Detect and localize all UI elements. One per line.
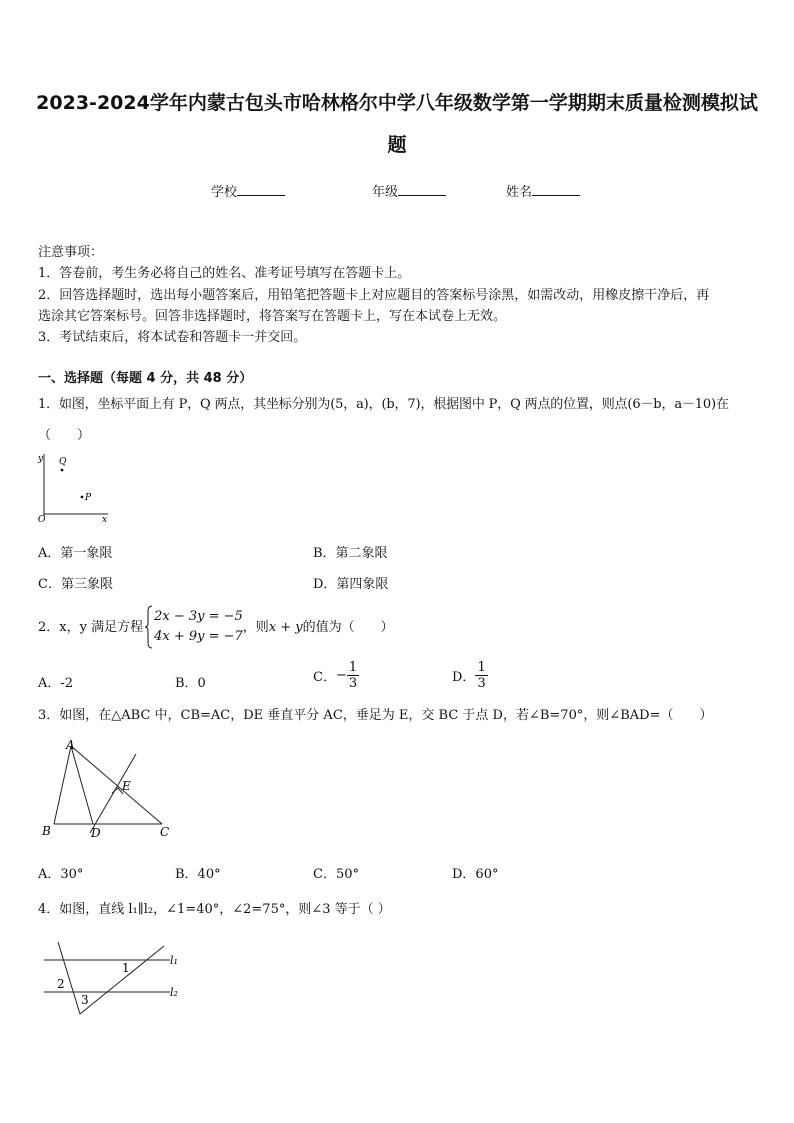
segment-ab	[54, 746, 71, 824]
notice-item-2: 2．回答选择题时，选出每小题答案后，用铅笔把答题卡上对应题目的答案标号涂黑，如需改动，用橡皮擦干净后，再	[38, 288, 710, 303]
perpendicular-bisector-de	[90, 754, 136, 833]
question-2-option-a: A．-2	[38, 676, 74, 691]
question-2-option-c	[313, 660, 359, 691]
question-1-option-d: D．第四象限	[313, 577, 389, 592]
segment-ac	[71, 746, 162, 824]
angle-2-label: 2	[57, 977, 65, 991]
y-axis-label: y	[38, 454, 44, 464]
notice-item-2-continued: 选涂其它答案标号。回答非选择题时，将答案写在答题卡上，写在本试卷上无效。	[38, 309, 507, 324]
school-field	[211, 181, 285, 200]
line-l2-label: l₂	[170, 986, 178, 999]
question-1-option-a: A．第一象限	[38, 546, 113, 561]
notice-item-1: 1．答卷前，考生务必将自己的姓名、准考证号填写在答题卡上。	[38, 266, 411, 281]
question-3-option-b: B．40°	[175, 867, 221, 882]
question-2-expr: x + y	[268, 619, 303, 635]
option-c-fraction	[347, 660, 359, 691]
question-1-option-c: C．第三象限	[38, 577, 113, 592]
point-q-label: Q	[59, 457, 67, 467]
name-label: 姓名	[506, 185, 533, 200]
question-2-option-d	[452, 660, 488, 691]
page-title-continued: 题	[387, 134, 407, 156]
option-d-denominator: 3	[477, 676, 486, 691]
segment-ad	[71, 746, 93, 824]
school-blank	[237, 183, 285, 196]
angle-1-label: 1	[122, 961, 130, 975]
name-field	[506, 181, 580, 200]
option-c-denominator: 3	[348, 676, 358, 691]
question-1-paren: （ ）	[38, 428, 91, 443]
point-q	[61, 469, 64, 472]
notice-heading: 注意事项：	[38, 245, 104, 260]
question-4-figure	[38, 938, 188, 1024]
equation-1: 2x − 3y = −5	[154, 609, 243, 624]
option-d-numerator: 1	[477, 660, 486, 675]
equation-system	[154, 607, 243, 647]
grade-blank	[398, 183, 446, 196]
notice-item-3: 3．考试结束后，将本试卷和答题卡一并交回。	[38, 330, 307, 345]
page-title: 2023-2024学年内蒙古包头市哈林格尔中学八年级数学第一学期期末质量检测模拟试	[36, 92, 758, 114]
transversal-right	[80, 946, 164, 1014]
x-axis-label: x	[102, 515, 108, 525]
option-d-label: D．	[452, 670, 476, 685]
grade-label: 年级	[372, 185, 399, 200]
option-c-numerator: 1	[348, 660, 358, 675]
question-2-prefix: 2．x，y 满足方程	[38, 619, 144, 635]
point-p	[81, 496, 84, 499]
line-l1-label: l₁	[170, 954, 178, 967]
question-1-stem: 1．如图，坐标平面上有 P，Q 两点，其坐标分别为(5，a)，(b，7)，根据图中 P，Q 两点的位置，则点(6－b，a－10)在	[38, 397, 729, 412]
option-d-fraction	[475, 660, 487, 691]
option-c-label: C．	[313, 670, 336, 685]
question-3-stem: 3．如图，在△ABC 中，CB=AC，DE 垂直平分 AC，垂足为 E，交 BC 于点 D，若∠B=70°，则∠BAD=（ ）	[38, 708, 713, 723]
vertex-b-label: B	[42, 824, 51, 838]
name-blank	[532, 183, 580, 196]
point-d-label: D	[91, 826, 101, 840]
option-c-sign: −	[335, 668, 347, 683]
question-1-figure	[34, 448, 114, 528]
origin-label: O	[38, 515, 46, 525]
point-p-label: P	[85, 493, 92, 503]
question-4-stem: 4．如图，直线 l₁∥l₂，∠1=40°，∠2=75°，则∠3 等于（ ）	[38, 902, 391, 917]
question-3-option-d: D．60°	[452, 867, 499, 882]
question-3-option-a: A．30°	[38, 867, 84, 882]
question-2-suffix: 的值为（ ）	[302, 619, 394, 635]
question-2-stem	[38, 604, 394, 650]
question-2-option-b: B．0	[175, 676, 206, 691]
vertex-a-label: A	[66, 738, 75, 752]
question-3-figure	[36, 736, 180, 840]
question-3-option-c: C．50°	[313, 867, 359, 882]
school-label: 学校	[211, 185, 238, 200]
question-2-mid: ，则	[242, 619, 269, 635]
system-brace	[145, 605, 153, 649]
angle-3-label: 3	[81, 993, 89, 1007]
point-e-label: E	[122, 779, 131, 793]
question-1-option-b: B．第二象限	[313, 546, 388, 561]
section-heading: 一、选择题（每题 4 分，共 48 分）	[38, 371, 253, 386]
grade-field	[372, 181, 446, 200]
equation-2: 4x + 9y = −7	[154, 629, 243, 644]
vertex-c-label: C	[160, 825, 170, 839]
